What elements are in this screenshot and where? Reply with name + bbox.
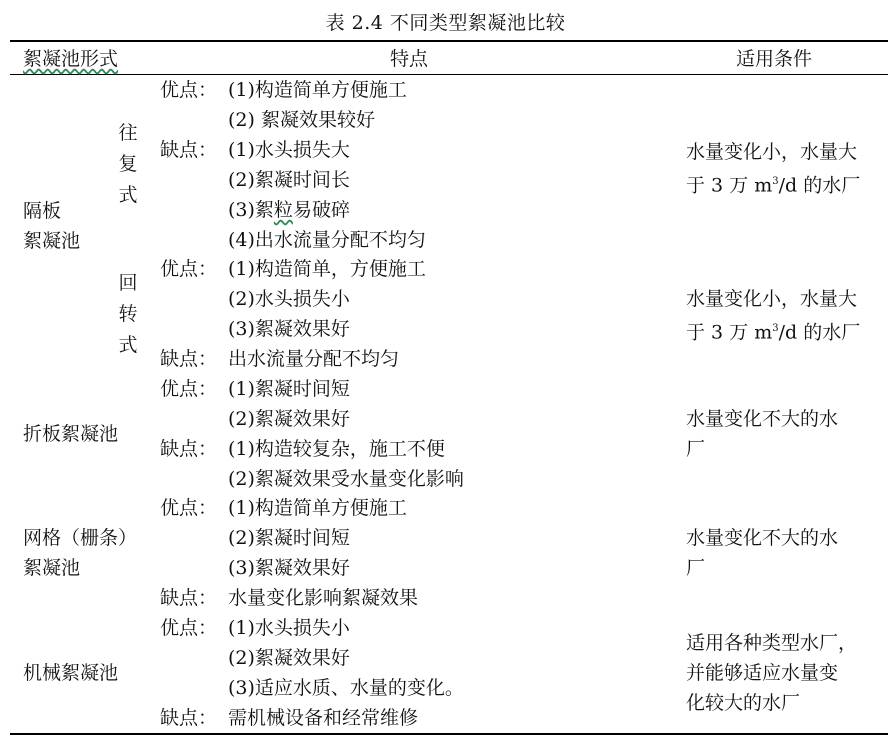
feature-line: (2)絮凝效果受水量变化影响	[228, 468, 464, 490]
cons-label: 缺点：	[160, 587, 218, 609]
feature-line: (2)絮凝时间长	[228, 169, 350, 191]
feature-line: (1)构造较复杂，施工不便	[228, 438, 445, 460]
feature-line: (2)絮凝效果好	[228, 408, 350, 430]
pros-label: 优点：	[160, 258, 218, 280]
row-name-baffle-2: 絮凝池	[23, 230, 81, 252]
top-rule	[10, 40, 888, 42]
feature-line: (1)水头损失小	[228, 617, 350, 639]
pros-label: 优点：	[160, 378, 218, 400]
condition-text: 水量变化小，水量大	[686, 141, 858, 163]
cons-label: 缺点：	[160, 139, 218, 161]
feature-line: (1)构造简单方便施工	[228, 497, 407, 519]
header-rule	[10, 74, 888, 75]
feature-line: (1)构造简单，方便施工	[228, 258, 426, 280]
condition-text: 厂	[686, 557, 706, 579]
pros-label: 优点：	[160, 617, 218, 639]
row-name-grid-1: 网格（栅条）	[23, 527, 138, 549]
pros-label: 优点：	[160, 79, 218, 101]
header-conditions: 适用条件	[736, 48, 813, 70]
condition-text: 水量变化不大的水	[686, 408, 839, 430]
condition-text: 于 3 万 $m^3/d$ 的水厂	[686, 321, 861, 344]
feature-line: 出水流量分配不均匀	[228, 348, 400, 370]
feature-line: 水量变化影响絮凝效果	[228, 587, 419, 609]
condition-text: 于 3 万 $m^3/d$ 的水厂	[686, 174, 861, 197]
bottom-rule	[10, 733, 888, 735]
feature-line: (2)絮凝时间短	[228, 527, 350, 549]
feature-line: (1)絮凝时间短	[228, 378, 350, 400]
feature-line: (2)絮凝效果好	[228, 647, 350, 669]
feature-line: (3)絮凝效果好	[228, 318, 350, 340]
condition-text: 水量变化不大的水	[686, 527, 839, 549]
feature-line: (3)絮粒易破碎	[228, 199, 350, 221]
table-caption: 表 2.4 不同类型絮凝池比较	[325, 12, 566, 34]
feature-line: (2) 絮凝效果较好	[228, 109, 375, 131]
header-form: 絮凝池形式	[23, 48, 119, 70]
feature-line: (3)絮凝效果好	[228, 557, 350, 579]
condition-text: 适用各种类型水厂，	[686, 632, 858, 654]
condition-text: 化较大的水厂	[686, 692, 801, 714]
subtype-rotary: 回 转 式	[118, 272, 138, 356]
feature-line: (2)水头损失小	[228, 288, 350, 310]
row-name-folded: 折板絮凝池	[23, 423, 119, 445]
subtype-reciprocating: 往 复 式	[118, 122, 138, 206]
cons-label: 缺点：	[160, 707, 218, 729]
condition-text: 并能够适应水量变	[686, 662, 839, 684]
condition-text: 厂	[686, 438, 706, 460]
row-name-baffle-1: 隔板	[23, 200, 62, 222]
pros-label: 优点：	[160, 497, 218, 519]
feature-line: (3)适应水质、水量的变化。	[228, 677, 464, 699]
feature-line: 需机械设备和经常维修	[228, 707, 419, 729]
feature-line: (1)构造简单方便施工	[228, 79, 407, 101]
cons-label: 缺点：	[160, 348, 218, 370]
condition-text: 水量变化小，水量大	[686, 288, 858, 310]
cons-label: 缺点：	[160, 438, 218, 460]
feature-line: (4)出水流量分配不均匀	[228, 229, 426, 251]
row-name-grid-2: 絮凝池	[23, 557, 81, 579]
feature-line: (1)水头损失大	[228, 139, 350, 161]
row-name-mechanical: 机械絮凝池	[23, 662, 119, 684]
header-features: 特点	[390, 48, 429, 70]
